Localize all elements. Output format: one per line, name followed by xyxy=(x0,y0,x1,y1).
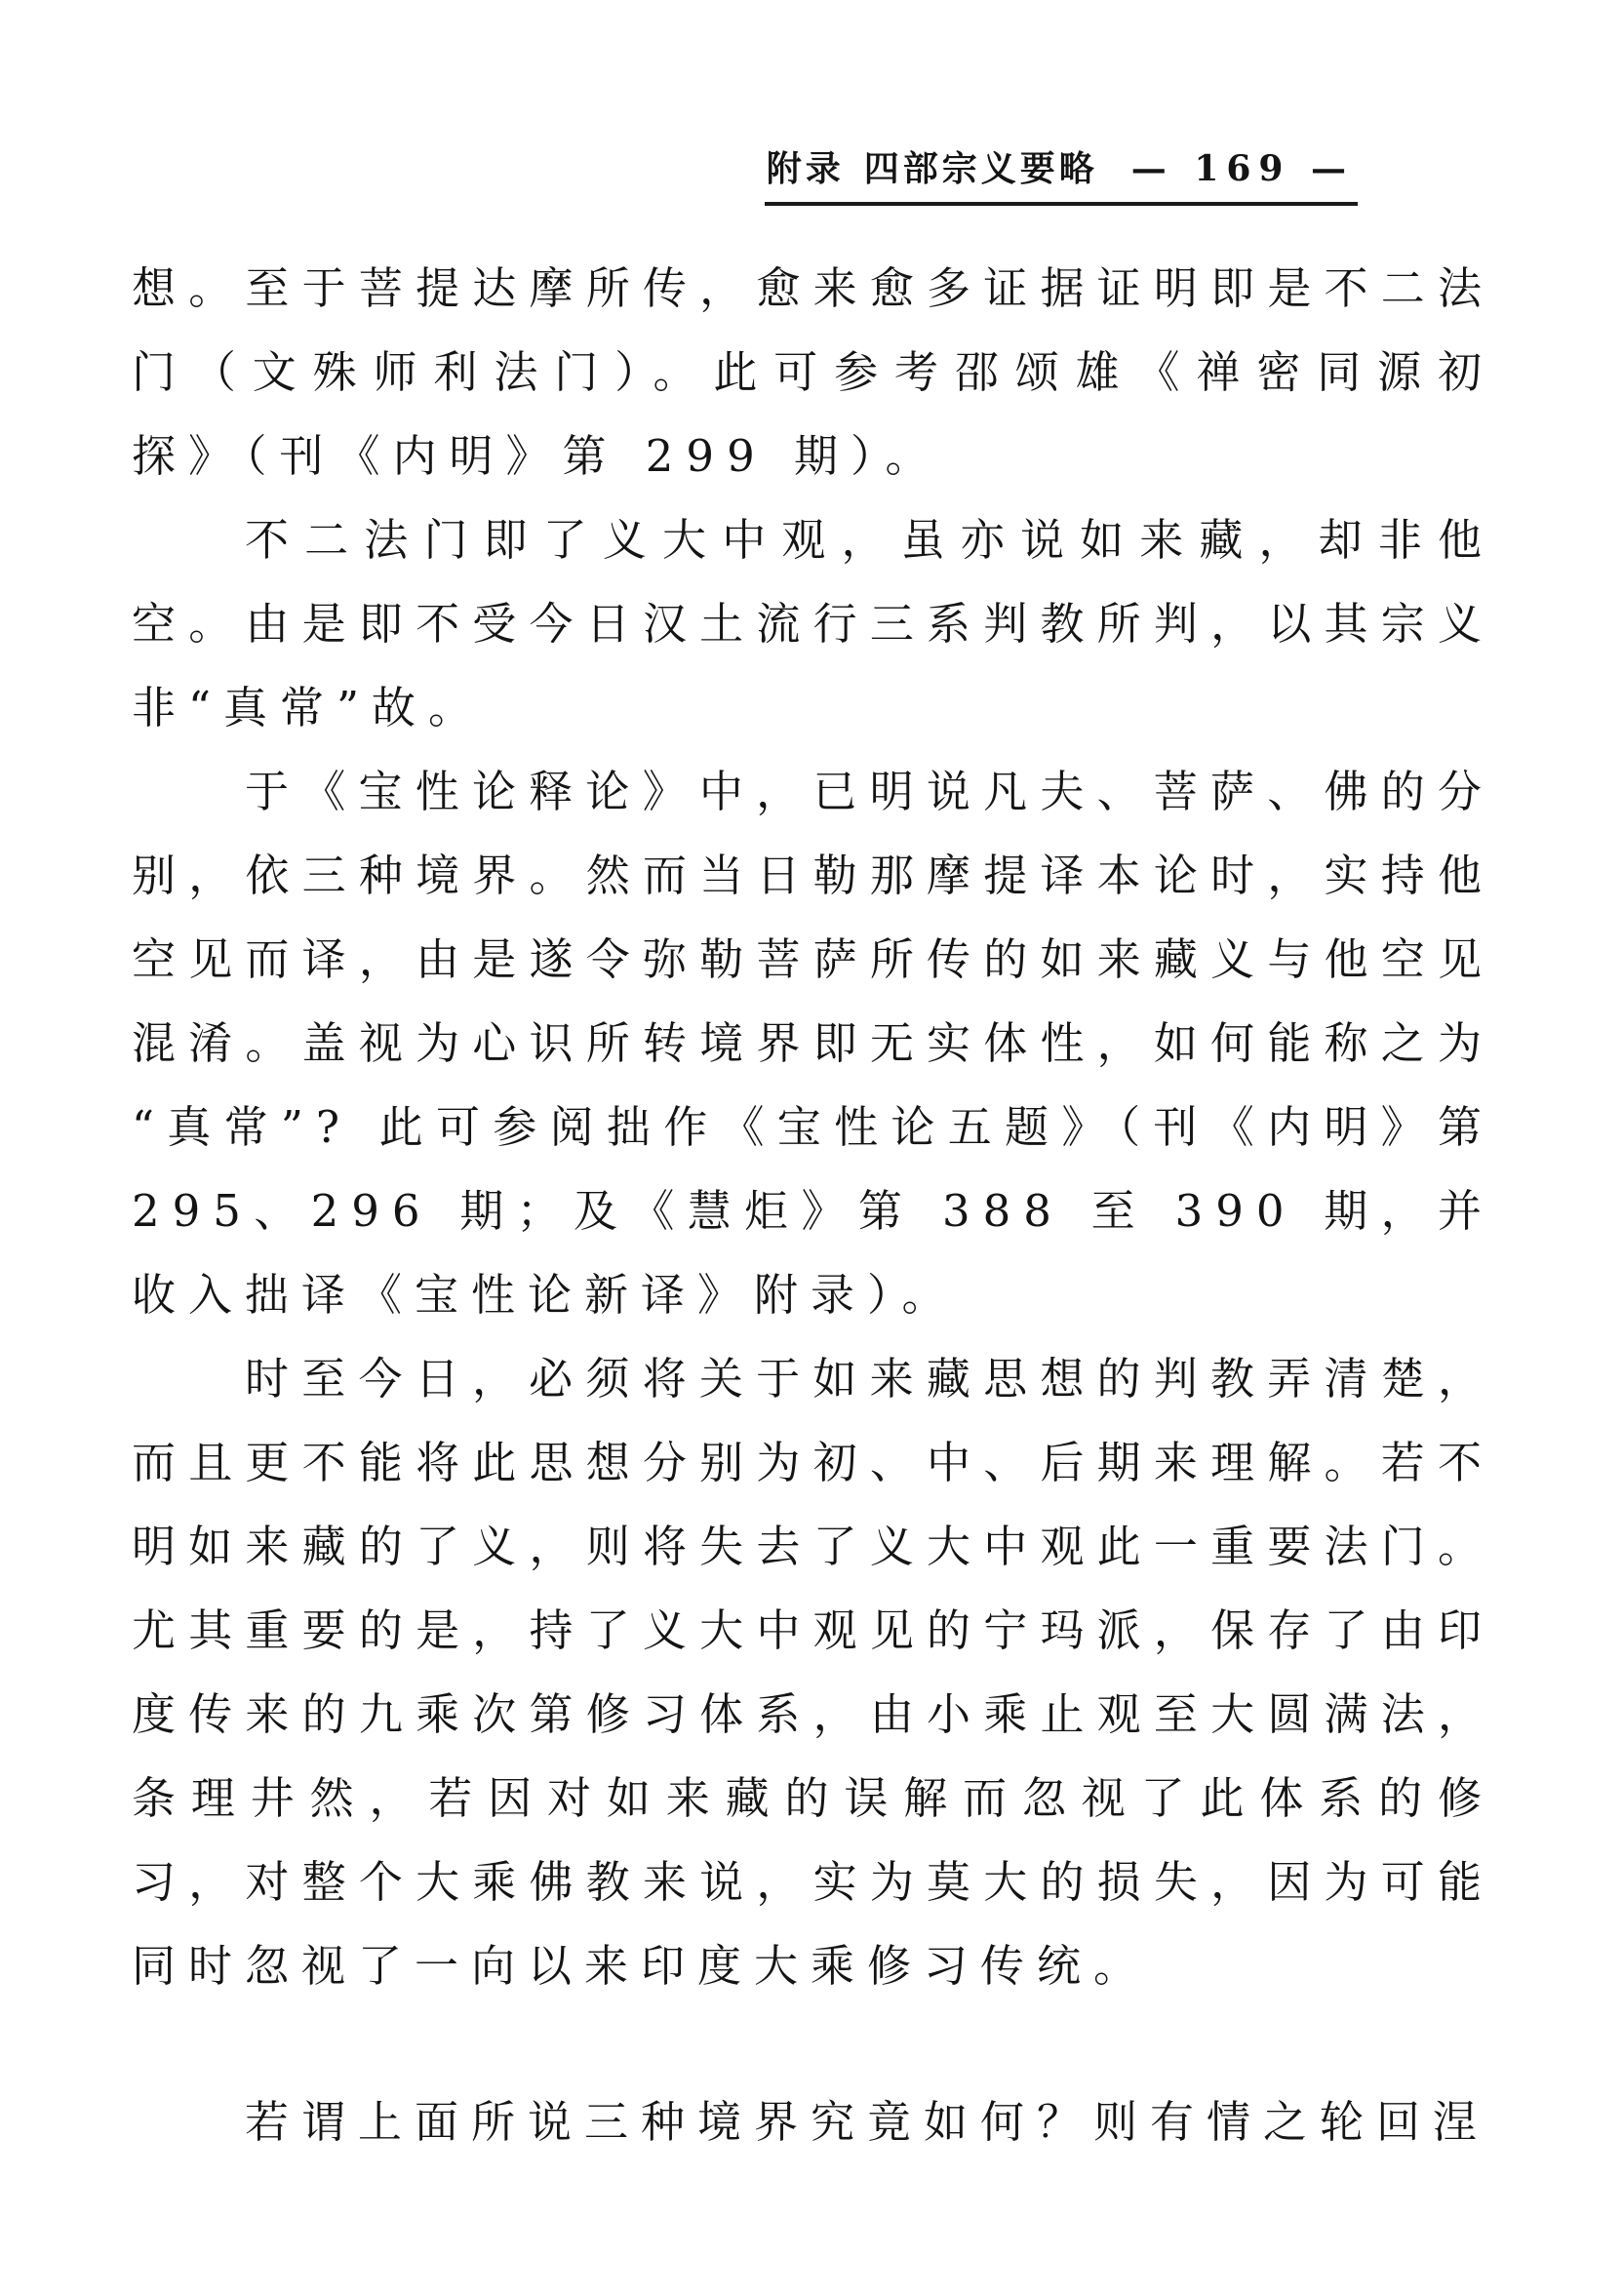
header-section-label: 附录 xyxy=(766,148,845,189)
paragraph: 不二法门即了义大中观，虽亦说如来藏，却非他空。由是即不受今日汉土流行三系判教所判，以其宗义非“真常”故。 xyxy=(132,514,1494,733)
page-body xyxy=(132,247,1494,2164)
paragraph: 若谓上面所说三种境界究竟如何？则有情之轮回涅 xyxy=(245,2096,1490,2148)
running-header xyxy=(765,148,1358,206)
paragraph: 时至今日，必须将关于如来藏思想的判教弄清楚，而且更不能将此思想分别为初、中、后期来理解。若不明如来藏的了义，则将失去了义大中观此一重要法门。尤其重要的是，持了义大中观见的宁玛派，保存了由印度传来的九乘次第修习体系，由小乘止观至大圆满法，条理井然，若因对如来藏的误解而忽视了此体系的修习，对整个大乘佛教来说，实为莫大的损失，因为可能同时忽视了一向以来印度大乘修习传统。 xyxy=(132,1353,1494,1992)
header-chapter-title: 四部宗义要略 xyxy=(863,148,1098,189)
header-page-number: — 169 — xyxy=(1130,148,1354,189)
paragraph: 想。至于菩提达摩所传，愈来愈多证据证明即是不二法门（文殊师利法门）。此可参考邵颂雄《禅密同源初探》（刊《内明》第 299 期）。 xyxy=(132,262,1494,482)
paragraph: 于《宝性论释论》中，已明说凡夫、菩萨、佛的分别，依三种境界。然而当日勒那摩提译本论时，实持他空见而译，由是遂令弥勒菩萨所传的如来藏义与他空见混淆。盖视为心识所转境界即无实体性，如何能称之为“真常”? 此可参阅拙作《宝性论五题》（刊《内明》第 295、296 期；及《慧炬》第 388 至 390 期，并收入拙译《宝性论新译》附录）。 xyxy=(132,766,1494,1321)
